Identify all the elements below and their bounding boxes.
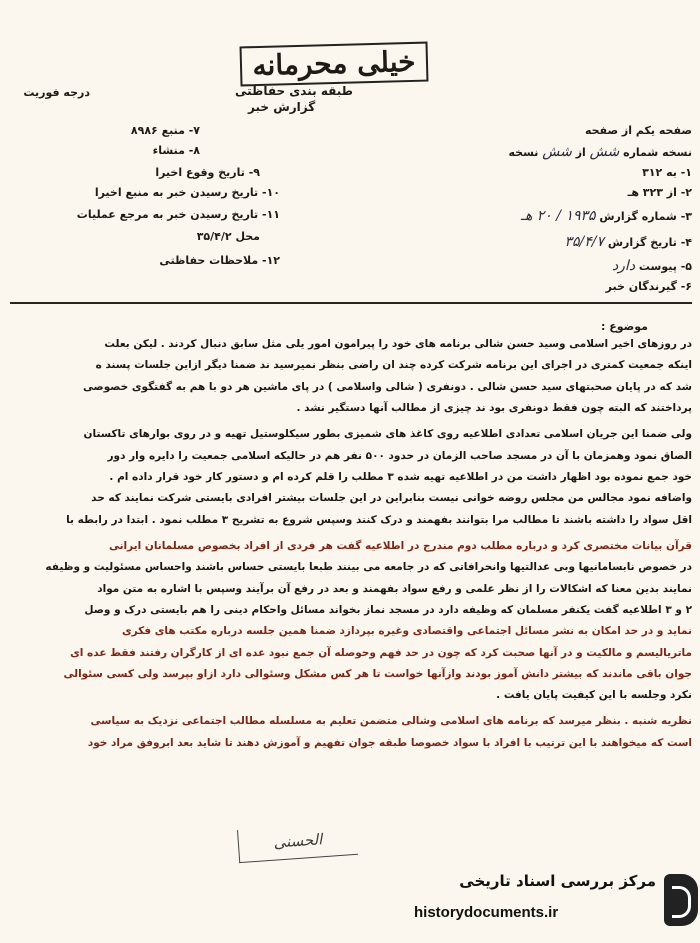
body-line: در روزهای اخیر اسلامی وسید حسن شالی برنامه های خود را پیرامون امور یلی مثل سابق دنبال کردند . لیکن بعلت — [104, 338, 692, 350]
classification-stamp: خیلی محرمانه — [240, 42, 429, 87]
report-title: گزارش خبر — [248, 100, 316, 114]
archive-logo-icon — [664, 874, 698, 926]
report-date-label: ۴- تاریخ گزارش — [607, 236, 692, 249]
body-line: ۲ و ۳ اطلاعیه گفت یکنفر مسلمان که وظیفه دارد در مسجد نماز بخواند مسائل واحکام دینی را هم بایستی درک و وصل — [84, 603, 692, 616]
report-body — [2, 337, 692, 757]
body-line: جوان باقی ماندند که بیشتر دانش آموز بودند وازآنها خواست تا هر کس مشکل وسئوالی دارد ازاو بپرسد ولی کسی سئوالی — [63, 668, 692, 681]
body-line: نماید و در حد امکان به نشر مسائل اجتماعی واقتصادی وغیره بپردازد ضمنا همین جلسه درباره مکتب های فکری — [122, 625, 692, 638]
meta-recipients: ۶- گیرندگان خبر — [605, 280, 692, 293]
copy-number: شش — [589, 144, 620, 160]
body-line: ماتریالیسم و مالکیت و در آنها صحبت کرد که چون در حد فهم وحوصله آن جمع نبود عده ای از کارگران رفتند فقط عده ای — [70, 646, 692, 659]
body-line: نمایند بدین معنا که اشکالات را از نظر علمی و رفع سواد بفهمند و بعد در رفع آن برآیند وسپس با اشاره به متن مواد — [97, 582, 692, 595]
meta-ops-receipt-date: ۱۱- تاریخ رسیدن خبر به مرجع عملیات — [76, 208, 280, 221]
subject-label: موضوع : — [601, 320, 648, 333]
body-line: اقل سواد را داشته باشند تا مطالب مرا بتوانند بفهمند و درک کنند وسپس شروع به تشریح ۳ مطلب نمود . ابتدا در رابطه با — [66, 513, 692, 526]
body-line: الصاق نمود وهمزمان با آن در مسجد صاحب الزمان در حدود ۵۰۰ نفر هم در حالیکه اسلامی جمعیت را دایره وار دور — [107, 449, 692, 462]
watermark — [400, 868, 700, 940]
signature: الحسنی — [237, 822, 358, 863]
watermark-persian: مرکز بررسی اسناد تاریخی — [459, 872, 656, 890]
stamp-subtitle: طبقه بندی حفاظتی — [235, 84, 353, 98]
body-line: در خصوص نابسامانیها وبی عدالتیها وانحرافاتی که در جامعه می بینند طبعا بایستی حساس باشند واحساس مسئولیت و وظیفه — [45, 561, 692, 574]
copy-of: از — [575, 146, 586, 159]
body-line: است که میخواهند با این ترتیب با افراد با سواد خصوصا طبقه جوان تفهیم و آموزش دهند تا شاید بعد ابروفق مراد خود — [87, 736, 692, 749]
body-line: خود جمع نموده بود اظهار داشت من در اطلاعیه تهیه شده ۳ مطلب را قلم کرده ام و دستور کار خود قرار داده ام . — [109, 470, 692, 483]
meta-page: صفحه یکم از صفحه — [584, 124, 692, 137]
meta-source: ۷- منبع ۸۹۸۶ — [130, 124, 200, 137]
report-number-value: ۱۹۳۵ / ۲۰ هـ — [520, 208, 596, 224]
watermark-url: historydocuments.ir — [414, 904, 559, 921]
meta-from: ۲- از ۳۲۳ هـ — [627, 186, 692, 199]
meta-source-receipt-date: ۱۰- تاریخ رسیدن خبر به منبع اخیرا — [94, 186, 280, 199]
body-line: قرآن بیانات مختصری کرد و درباره مطلب دوم مندرج در اطلاعیه گفت هر فردی از افراد بخصوص مسلمانان ایرانی — [108, 539, 692, 552]
body-line: ولی ضمنا این جریان اسلامی تعدادی اطلاعیه روی کاغذ های شمیزی بطور سیکلوستیل تهیه و در روی بوارهای تاکستان — [83, 428, 692, 441]
meta-security-notes: ۱۲- ملاحظات حفاظتی — [159, 254, 280, 267]
body-line: اینکه جمعیت کمتری در اجرای این برنامه شرکت کرده چند ان راضی بنظر نمیرسید ند ضمنا دیگر ازاین جلسات پسند ه — [95, 359, 692, 372]
copy-total: شش — [542, 144, 572, 160]
copy-prefix: نسخه شماره — [623, 146, 692, 159]
attachment-value: دارد — [611, 258, 636, 274]
report-date-value: ۳۵/۴/۷ — [564, 234, 605, 250]
meta-report-number — [521, 208, 692, 224]
meta-occurrence-date: ۹- تاریخ وقوع اخیرا — [155, 166, 260, 179]
body-line: نظریه شنبه . بنظر میرسد که برنامه های اسلامی وشالی متضمن تعلیم به مسلسله مطالب اجتماعی نزدیک به سیاسی — [90, 715, 692, 728]
meta-place: محل ۳۵/۴/۲ — [196, 230, 260, 243]
body-line: شد که در پایان صحبتهای سید حسن شالی . دونفری ( شالی واسلامی ) در پای ماشین هر دو با هم به گفتگوی خصوصی — [82, 380, 692, 393]
body-line: پرداختند که البته چون فقط دونفری بود ند چیزی از مطالب آنها دستگیر نشد . — [296, 402, 692, 415]
meta-origin: ۸- منشاء — [152, 144, 200, 157]
meta-to: ۱- به ۳۱۲ — [642, 166, 692, 179]
copy-suffix: نسخه — [508, 146, 539, 159]
priority-label: درجه فوریت — [23, 86, 90, 99]
meta-attachment — [612, 258, 692, 274]
attachment-label: ۵- پیوست — [638, 260, 692, 273]
meta-report-date — [565, 234, 692, 250]
meta-copy — [508, 144, 692, 160]
report-number-label: ۳- شماره گزارش — [599, 210, 692, 223]
body-line: واضافه نمود مجالس من مجلس روضه خوانی نیست بنابراین در این جلسات بیشتر افرادی بایستی شرکت نمایند که حد — [91, 492, 692, 505]
body-line: نکرد وجلسه با این کیفیت پایان یافت . — [496, 689, 692, 702]
header-divider — [10, 302, 692, 304]
